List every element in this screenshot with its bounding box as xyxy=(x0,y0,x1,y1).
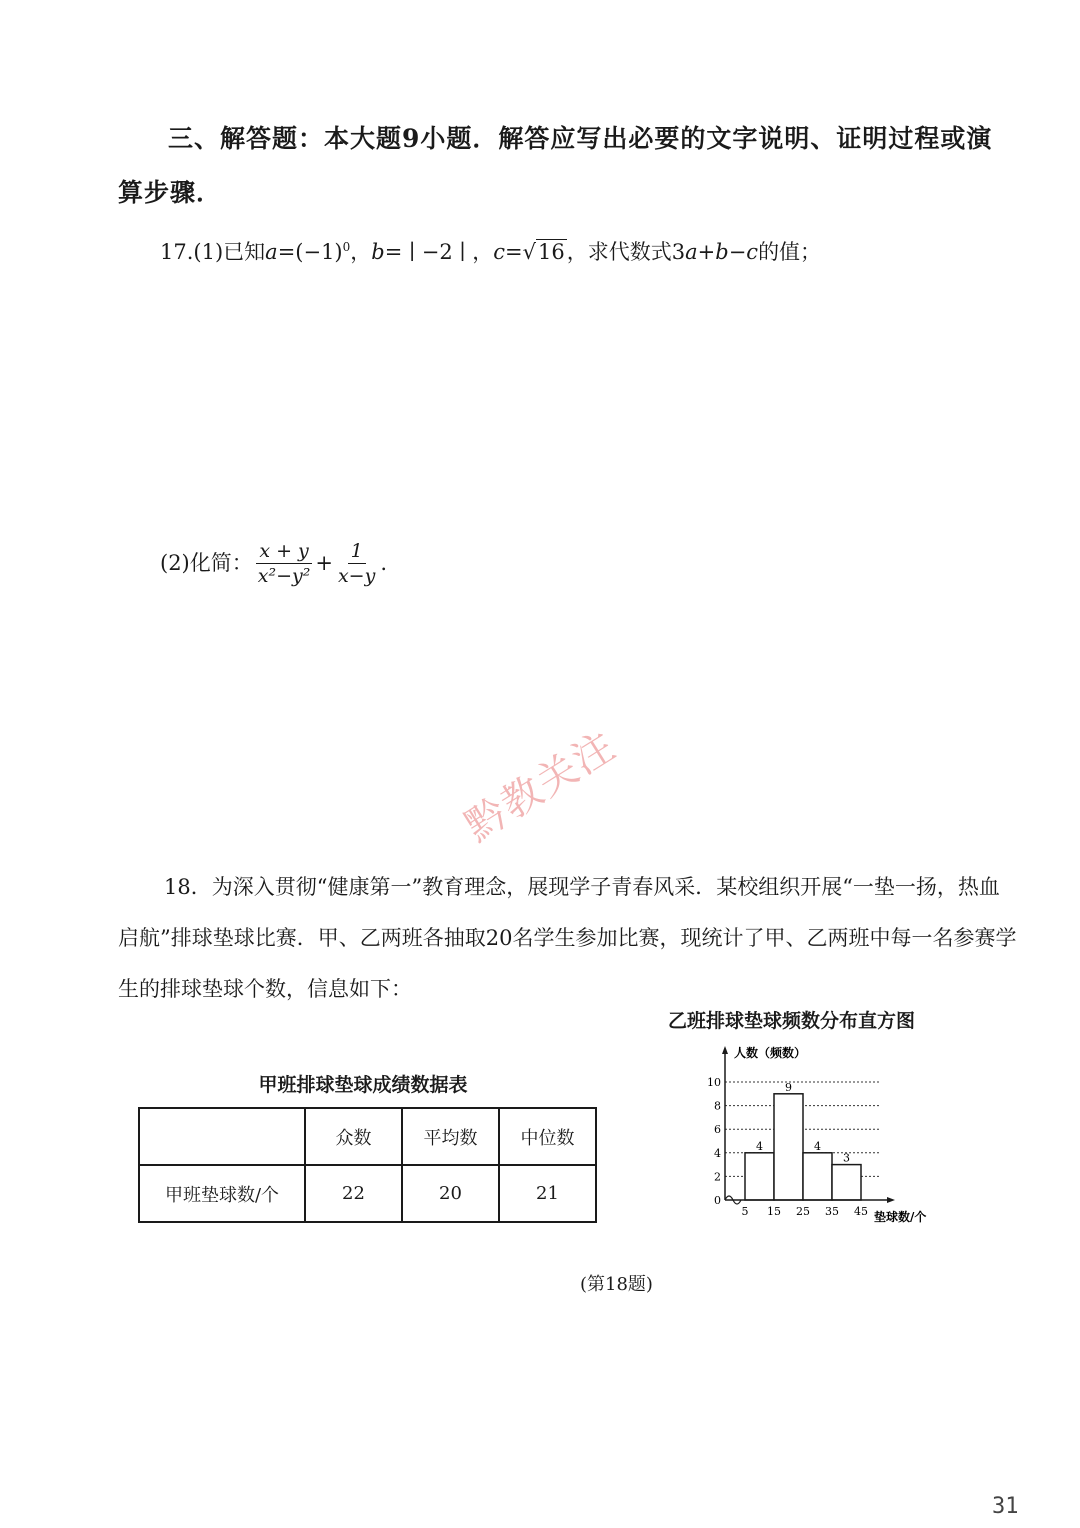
score-table xyxy=(138,1107,597,1223)
y-tick-label: 0 xyxy=(714,1194,721,1207)
histogram-bar xyxy=(745,1153,774,1200)
table-title: 甲班排球垫球成绩数据表 xyxy=(258,1074,468,1096)
table-header-median: 中位数 xyxy=(499,1108,596,1165)
histogram-xlabel: 垫球数/个 xyxy=(874,1210,927,1224)
section-heading: 三、解答题：本大题9小题．解答应写出必要的文字说明、证明过程或演算步骤． xyxy=(118,124,993,207)
table-cell-mean: 20 xyxy=(402,1165,499,1222)
y-tick-label: 4 xyxy=(714,1146,721,1160)
histogram-bar xyxy=(774,1094,803,1200)
question-17-part2: (2)化简： $\frac{x + y}{\text{x²−y²}}$ + $\frac{1}{x-y}$ . xyxy=(160,540,388,587)
question-18-text: 18．为深入贯彻“健康第一”教育理念，展现学子青春风采．某校组织开展“一垫一扬，热血启航”排球垫球比赛．甲、乙两班各抽取20名学生参加比赛，现统计了甲、乙两班中每一名参赛学生的排球垫球个数，信息如下： xyxy=(118,875,1017,1001)
histogram xyxy=(690,1040,950,1230)
bar-data-label: 4 xyxy=(814,1139,821,1153)
histogram-bar xyxy=(832,1165,861,1200)
histogram-title: 乙班排球垫球频数分布直方图 xyxy=(668,1010,916,1032)
histogram-bars xyxy=(745,1081,861,1200)
page-number: 31 xyxy=(992,1494,1019,1519)
x-tick-label: 25 xyxy=(796,1205,810,1218)
y-tick-label: 10 xyxy=(707,1076,721,1089)
table-cell-median: 21 xyxy=(499,1165,596,1222)
table-header-row xyxy=(139,1108,596,1165)
histogram-bar xyxy=(803,1153,832,1200)
y-tick-label: 8 xyxy=(714,1099,721,1113)
x-tick-label: 35 xyxy=(825,1205,839,1218)
bar-data-label: 9 xyxy=(785,1080,792,1094)
table-cell-mode: 22 xyxy=(305,1165,402,1222)
sqrt-symbol: √ xyxy=(522,240,536,264)
fraction-2: $\frac{1}{x-y}$ xyxy=(337,540,376,587)
figure-caption: (第18题) xyxy=(580,1274,653,1295)
bar-data-label: 3 xyxy=(843,1151,850,1165)
table-header-mode: 众数 xyxy=(305,1108,402,1165)
x-tick-label: 45 xyxy=(854,1205,868,1218)
table-header-empty xyxy=(139,1108,305,1165)
fraction-1: $\frac{x + y}{\text{x²−y²}}$ xyxy=(257,540,311,587)
table-header-mean: 平均数 xyxy=(402,1108,499,1165)
watermark: 黔教关注 xyxy=(457,722,625,851)
bar-data-label: 4 xyxy=(756,1139,763,1153)
question-17-part1: 17.(1)已知$a=(-1)^0$，b= ∣ −2 ∣ ，c=√16，求代数式3a+b−c的值； xyxy=(160,240,822,264)
x-axis-arrow xyxy=(887,1197,895,1203)
table-row-label: 甲班垫球数/个 xyxy=(139,1165,305,1222)
x-tick-label: 5 xyxy=(741,1205,749,1218)
x-tick-label: 15 xyxy=(767,1205,781,1218)
y-tick-label: 2 xyxy=(714,1170,721,1184)
table-row xyxy=(139,1165,596,1222)
y-axis-arrow xyxy=(722,1046,728,1054)
histogram-ylabel: 人数（频数） xyxy=(734,1046,807,1060)
y-tick-label: 6 xyxy=(714,1123,721,1137)
